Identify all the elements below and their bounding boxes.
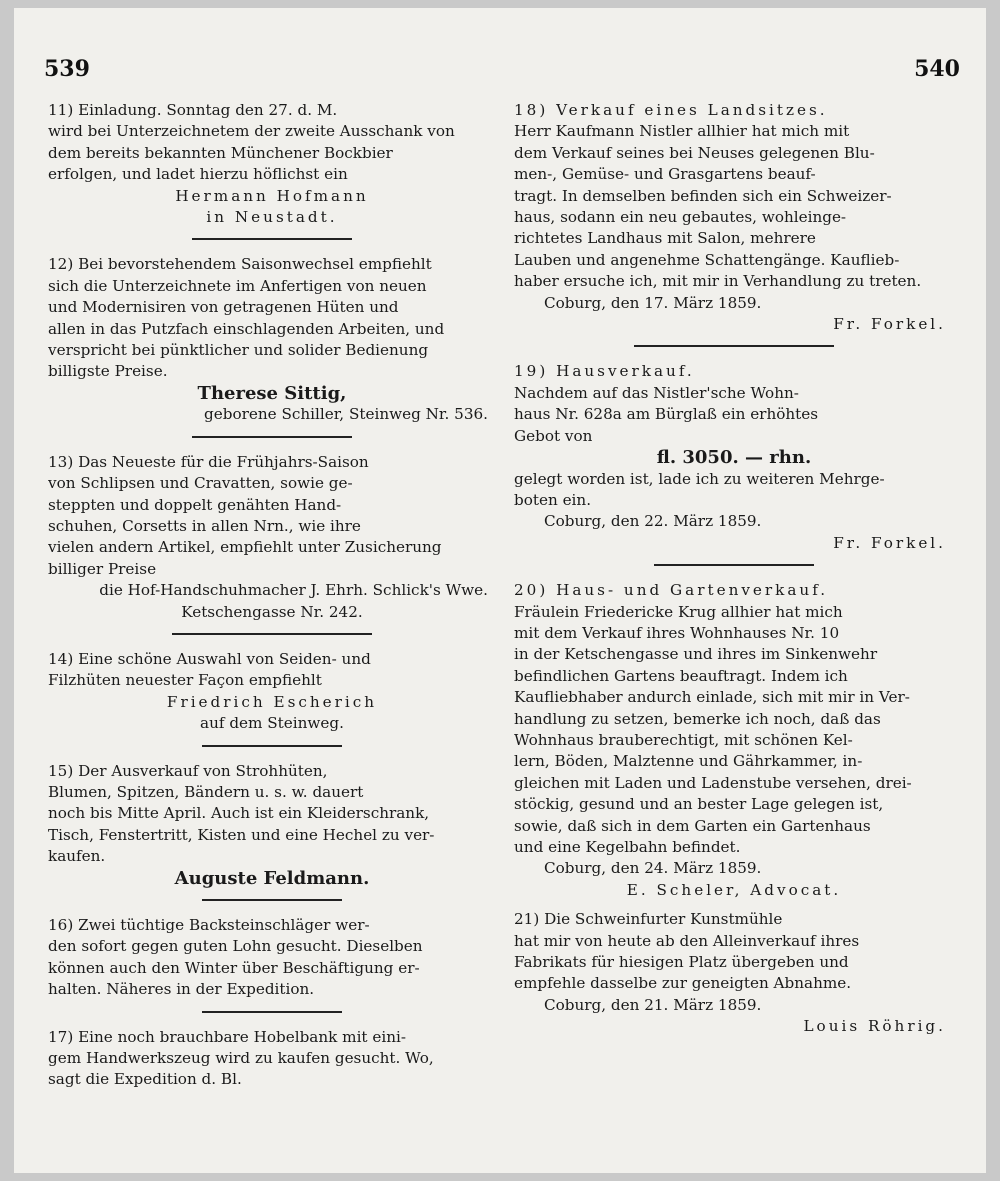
ad-title: 18) Verkauf eines Landsitzes.	[514, 101, 828, 119]
ad-line: Lauben und angenehme Schattengänge. Kauflieb-	[514, 250, 900, 269]
ad-line: tragt. In demselben befinden sich ein Schweizer-	[514, 186, 892, 205]
ad-line: Fräulein Friedericke Krug allhier hat mich	[514, 602, 843, 621]
ad-line: halten. Näheres in der Expedition.	[48, 980, 315, 999]
ad-line: empfehle dasselbe zur geneigten Abnahme.	[514, 974, 852, 993]
ad-line: haber ersuche ich, mit mir in Verhandlung zu treten.	[514, 272, 922, 291]
ad-line: Blumen, Spitzen, Bändern u. s. w. dauert	[48, 782, 364, 801]
divider	[202, 1011, 342, 1013]
ad-line: steppten und doppelt genähten Hand-	[48, 495, 342, 514]
divider	[202, 899, 342, 901]
ad-signature-name: Hermann Hofmann	[175, 186, 369, 205]
ad-line: noch bis Mitte April. Auch ist ein Kleiderschrank,	[48, 804, 430, 823]
ad-line: den sofort gegen guten Lohn gesucht. Dieselben	[48, 937, 423, 956]
ad-line: Herr Kaufmann Nistler allhier hat mich mit	[514, 122, 850, 141]
ad-line: gleichen mit Laden und Ladenstube versehen, drei-	[514, 773, 912, 792]
ad-line: Nachdem auf das Nistler'sche Wohn-	[514, 383, 799, 402]
ad-line: billiger Preise	[48, 559, 157, 578]
ad-line: Filzhüten neuester Façon empfiehlt	[48, 671, 322, 690]
ad-line: und eine Kegelbahn befindet.	[514, 838, 741, 856]
ad-signature: Louis Röhrig.	[803, 1017, 946, 1036]
ad-line: und Modernisiren von getragenen Hüten und	[48, 298, 399, 317]
divider	[192, 436, 352, 438]
ad-17	[48, 1027, 496, 1091]
ad-line: 13) Das Neueste für die Frühjahrs-Saison	[48, 452, 369, 471]
divider	[654, 564, 814, 566]
ad-line: wird bei Unterzeichnetem der zweite Ausschank von	[48, 122, 455, 141]
ad-line: in der Ketschengasse und ihres im Sinkenwehr	[514, 645, 878, 664]
ad-line: Kaufliebhaber andurch einlade, sich mit mir in Ver-	[514, 688, 910, 707]
ad-place-date: Coburg, den 21. März 1859.	[544, 995, 762, 1014]
ad-line: richtetes Landhaus mit Salon, mehrere	[514, 229, 816, 248]
ad-signature: Fr. Forkel.	[833, 315, 946, 334]
right-column	[514, 100, 954, 1038]
ad-line: vielen andern Artikel, empfiehlt unter Zusicherung	[48, 538, 442, 557]
ad-line: Wohnhaus brauberechtigt, mit schönen Kel-	[514, 730, 853, 749]
ad-line: 15) Der Ausverkauf von Strohhüten,	[48, 761, 328, 780]
newspaper-page	[14, 8, 986, 1173]
ad-line: gem Handwerkszeug wird zu kaufen gesucht. Wo,	[48, 1049, 434, 1068]
ad-line: 21) Die Schweinfurter Kunstmühle	[514, 910, 783, 929]
ad-line: kaufen.	[48, 847, 106, 866]
ad-line: stöckig, gesund und an bester Lage gelegen ist,	[514, 795, 884, 814]
ad-line: verspricht bei pünktlicher und solider Bedienung	[48, 341, 429, 360]
ad-line: mit dem Verkauf ihres Wohnhauses Nr. 10	[514, 623, 840, 642]
ad-19	[514, 361, 954, 554]
divider	[172, 633, 372, 635]
ad-11	[48, 100, 496, 228]
ad-signature-line: die Hof-Handschuhmacher J. Ehrh. Schlick's Wwe.	[99, 581, 488, 600]
ad-signature-name: Friedrich Escherich	[166, 692, 378, 711]
ad-title: 20) Haus- und Gartenverkauf.	[514, 581, 829, 600]
ad-line: haus Nr. 628a am Bürglaß ein erhöhtes	[514, 405, 819, 424]
ad-15	[48, 761, 496, 889]
ad-13	[48, 452, 496, 623]
ad-signature-detail: geborene Schiller, Steinweg Nr. 536.	[204, 405, 488, 424]
ad-line: haus, sodann ein neu gebautes, wohleinge-	[514, 208, 847, 227]
divider	[202, 745, 342, 747]
ad-line: 11) Einladung. Sonntag den 27. d. M.	[48, 101, 338, 119]
ad-line: sowie, daß sich in dem Garten ein Gartenhaus	[514, 816, 871, 835]
page-number-right: 540	[914, 56, 960, 82]
ad-line: sich die Unterzeichnete im Anfertigen von neuen	[48, 276, 427, 295]
ad-line: schuhen, Corsetts in allen Nrn., wie ihre	[48, 516, 361, 535]
ad-line: dem bereits bekannten Münchener Bockbier	[48, 143, 393, 162]
ad-signature-place: auf dem Steinweg.	[200, 714, 344, 733]
ad-amount: fl. 3050. — rhn.	[656, 447, 812, 469]
divider	[634, 345, 834, 347]
ad-12	[48, 254, 496, 425]
left-column	[48, 100, 496, 1091]
ad-line: hat mir von heute ab den Alleinverkauf ihres	[514, 931, 860, 950]
ad-line: Tisch, Fenstertritt, Kisten und eine Hechel zu ver-	[48, 825, 435, 844]
ad-place-date: Coburg, den 17. März 1859.	[544, 293, 762, 312]
ad-signature: E. Scheler, Advocat.	[626, 880, 842, 899]
ad-signature-line: Ketschengasse Nr. 242.	[181, 602, 363, 621]
ad-16	[48, 915, 496, 1001]
ad-line: lern, Böden, Malztenne und Gährkammer, in-	[514, 752, 863, 771]
ad-line: allen in das Putzfach einschlagenden Arbeiten, und	[48, 319, 445, 338]
ad-line: boten ein.	[514, 490, 592, 509]
ad-line: erfolgen, und ladet hierzu höflichst ein	[48, 165, 348, 184]
ad-title: 19) Hausverkauf.	[514, 362, 695, 381]
ad-place-date: Coburg, den 22. März 1859.	[544, 512, 762, 531]
ad-line: Fabrikats für hiesigen Platz übergeben und	[514, 953, 849, 972]
ad-signature-name: Therese Sittig,	[197, 382, 347, 404]
ad-20	[514, 580, 954, 901]
page-number-left: 539	[44, 56, 90, 82]
ad-line: 17) Eine noch brauchbare Hobelbank mit eini-	[48, 1027, 406, 1046]
divider	[192, 238, 352, 240]
ad-line: gelegt worden ist, lade ich zu weiteren Mehrge-	[514, 469, 885, 488]
ad-signature-place: in Neustadt.	[206, 208, 338, 227]
ad-line: befindlichen Gartens beauftragt. Indem ich	[514, 666, 848, 685]
ad-line: 16) Zwei tüchtige Backsteinschläger wer-	[48, 916, 370, 934]
ad-21	[514, 909, 954, 1037]
ad-18	[514, 100, 954, 335]
ad-line: billigste Preise.	[48, 362, 168, 381]
ad-place-date: Coburg, den 24. März 1859.	[544, 859, 762, 878]
ad-line: Gebot von	[514, 426, 593, 445]
ad-line: können auch den Winter über Beschäftigung er-	[48, 958, 420, 977]
ad-signature-name: Auguste Feldmann.	[174, 867, 370, 889]
ad-line: 12) Bei bevorstehendem Saisonwechsel empfiehlt	[48, 255, 432, 274]
ad-line: sagt die Expedition d. Bl.	[48, 1070, 242, 1089]
ad-line: handlung zu setzen, bemerke ich noch, daß das	[514, 709, 881, 728]
ad-line: von Schlipsen und Cravatten, sowie ge-	[48, 474, 353, 493]
ad-line: men-, Gemüse- und Grasgartens beauf-	[514, 165, 816, 184]
ad-14	[48, 649, 496, 735]
ad-signature: Fr. Forkel.	[833, 533, 946, 552]
ad-line: dem Verkauf seines bei Neuses gelegenen Blu-	[514, 143, 875, 162]
ad-line: 14) Eine schöne Auswahl von Seiden- und	[48, 649, 371, 668]
